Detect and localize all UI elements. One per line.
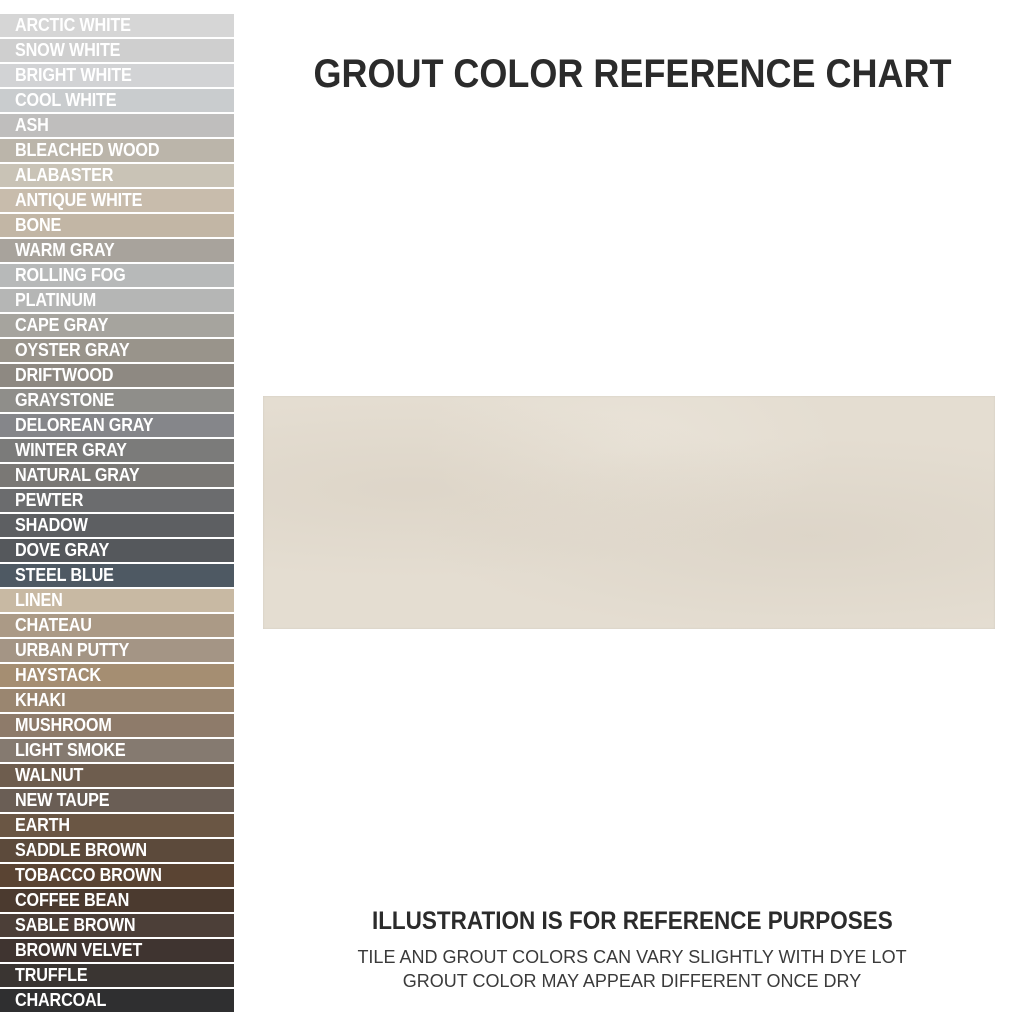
grout-swatch-label: DOVE GRAY — [15, 540, 110, 560]
grout-swatch-graystone[interactable] — [0, 389, 234, 412]
grout-swatch-earth[interactable] — [0, 814, 234, 837]
grout-swatch-label: COOL WHITE — [15, 90, 117, 110]
grout-swatch-light-smoke[interactable] — [0, 739, 234, 762]
grout-swatch-antique-white[interactable] — [0, 189, 234, 212]
tile-preview — [263, 396, 995, 629]
grout-swatch-label: URBAN PUTTY — [15, 640, 130, 660]
grout-swatch-truffle[interactable] — [0, 964, 234, 987]
grout-swatch-warm-gray[interactable] — [0, 239, 234, 262]
grout-swatch-label: EARTH — [15, 815, 70, 835]
grout-swatch-label: ROLLING FOG — [15, 265, 126, 285]
grout-swatch-label: CHARCOAL — [15, 990, 107, 1010]
grout-swatch-bone[interactable] — [0, 214, 234, 237]
grout-swatch-label: KHAKI — [15, 690, 66, 710]
grout-swatch-label: SNOW WHITE — [15, 40, 121, 60]
grout-swatch-label: BLEACHED WOOD — [15, 140, 160, 160]
grout-swatch-label: TOBACCO BROWN — [15, 865, 162, 885]
grout-swatch-urban-putty[interactable] — [0, 639, 234, 662]
grout-swatch-platinum[interactable] — [0, 289, 234, 312]
grout-swatch-label: BROWN VELVET — [15, 940, 143, 960]
grout-swatch-list — [0, 14, 234, 1014]
grout-swatch-label: SABLE BROWN — [15, 915, 136, 935]
grout-swatch-bleached-wood[interactable] — [0, 139, 234, 162]
notice-line-dye-lot: TILE AND GROUT COLORS CAN VARY SLIGHTLY WITH DYE LOT — [357, 947, 907, 967]
grout-swatch-label: PLATINUM — [15, 290, 97, 310]
grout-swatch-cape-gray[interactable] — [0, 314, 234, 337]
grout-swatch-alabaster[interactable] — [0, 164, 234, 187]
grout-swatch-ash[interactable] — [0, 114, 234, 137]
grout-swatch-label: LIGHT SMOKE — [15, 740, 126, 760]
grout-swatch-delorean-gray[interactable] — [0, 414, 234, 437]
notice-heading-text: ILLUSTRATION IS FOR REFERENCE PURPOSES — [371, 907, 893, 935]
notice-line-once-dry: GROUT COLOR MAY APPEAR DIFFERENT ONCE DRY — [402, 971, 862, 991]
grout-swatch-sable-brown[interactable] — [0, 914, 234, 937]
grout-swatch-haystack[interactable] — [0, 664, 234, 687]
grout-swatch-natural-gray[interactable] — [0, 464, 234, 487]
grout-swatch-label: DRIFTWOOD — [15, 365, 114, 385]
grout-swatch-linen[interactable] — [0, 589, 234, 612]
grout-swatch-label: ASH — [15, 115, 49, 135]
grout-swatch-mushroom[interactable] — [0, 714, 234, 737]
grout-swatch-label: SHADOW — [15, 515, 88, 535]
grout-swatch-label: ANTIQUE WHITE — [15, 190, 143, 210]
grout-swatch-label: BRIGHT WHITE — [15, 65, 132, 85]
grout-swatch-brown-velvet[interactable] — [0, 939, 234, 962]
notice-heading — [240, 907, 1024, 936]
page-title — [240, 52, 1024, 97]
grout-swatch-oyster-gray[interactable] — [0, 339, 234, 362]
page-title-text: GROUT COLOR REFERENCE CHART — [312, 52, 951, 96]
grout-swatch-label: STEEL BLUE — [15, 565, 114, 585]
grout-swatch-label: HAYSTACK — [15, 665, 101, 685]
grout-swatch-rolling-fog[interactable] — [0, 264, 234, 287]
grout-swatch-label: BONE — [15, 215, 62, 235]
grout-swatch-walnut[interactable] — [0, 764, 234, 787]
grout-swatch-new-taupe[interactable] — [0, 789, 234, 812]
grout-swatch-label: PEWTER — [15, 490, 84, 510]
grout-swatch-arctic-white[interactable] — [0, 14, 234, 37]
grout-swatch-label: NATURAL GRAY — [15, 465, 140, 485]
grout-swatch-label: TRUFFLE — [15, 965, 88, 985]
grout-swatch-label: LINEN — [15, 590, 63, 610]
grout-swatch-driftwood[interactable] — [0, 364, 234, 387]
grout-swatch-chateau[interactable] — [0, 614, 234, 637]
grout-swatch-coffee-bean[interactable] — [0, 889, 234, 912]
grout-swatch-saddle-brown[interactable] — [0, 839, 234, 862]
grout-swatch-steel-blue[interactable] — [0, 564, 234, 587]
grout-swatch-label: CHATEAU — [15, 615, 92, 635]
grout-swatch-label: DELOREAN GRAY — [15, 415, 154, 435]
grout-swatch-tobacco-brown[interactable] — [0, 864, 234, 887]
grout-swatch-shadow[interactable] — [0, 514, 234, 537]
grout-swatch-label: GRAYSTONE — [15, 390, 115, 410]
grout-swatch-label: WINTER GRAY — [15, 440, 127, 460]
grout-swatch-dove-gray[interactable] — [0, 539, 234, 562]
grout-swatch-bright-white[interactable] — [0, 64, 234, 87]
grout-swatch-label: SADDLE BROWN — [15, 840, 147, 860]
grout-swatch-snow-white[interactable] — [0, 39, 234, 62]
grout-swatch-khaki[interactable] — [0, 689, 234, 712]
grout-swatch-winter-gray[interactable] — [0, 439, 234, 462]
grout-swatch-label: WARM GRAY — [15, 240, 115, 260]
grout-swatch-label: CAPE GRAY — [15, 315, 109, 335]
grout-swatch-label: WALNUT — [15, 765, 84, 785]
grout-swatch-label: ARCTIC WHITE — [15, 15, 131, 35]
grout-swatch-label: COFFEE BEAN — [15, 890, 130, 910]
grout-swatch-cool-white[interactable] — [0, 89, 234, 112]
grout-swatch-label: OYSTER GRAY — [15, 340, 130, 360]
grout-swatch-pewter[interactable] — [0, 489, 234, 512]
grout-swatch-label: MUSHROOM — [15, 715, 112, 735]
grout-swatch-charcoal[interactable] — [0, 989, 234, 1012]
grout-swatch-label: NEW TAUPE — [15, 790, 110, 810]
grout-swatch-label: ALABASTER — [15, 165, 114, 185]
